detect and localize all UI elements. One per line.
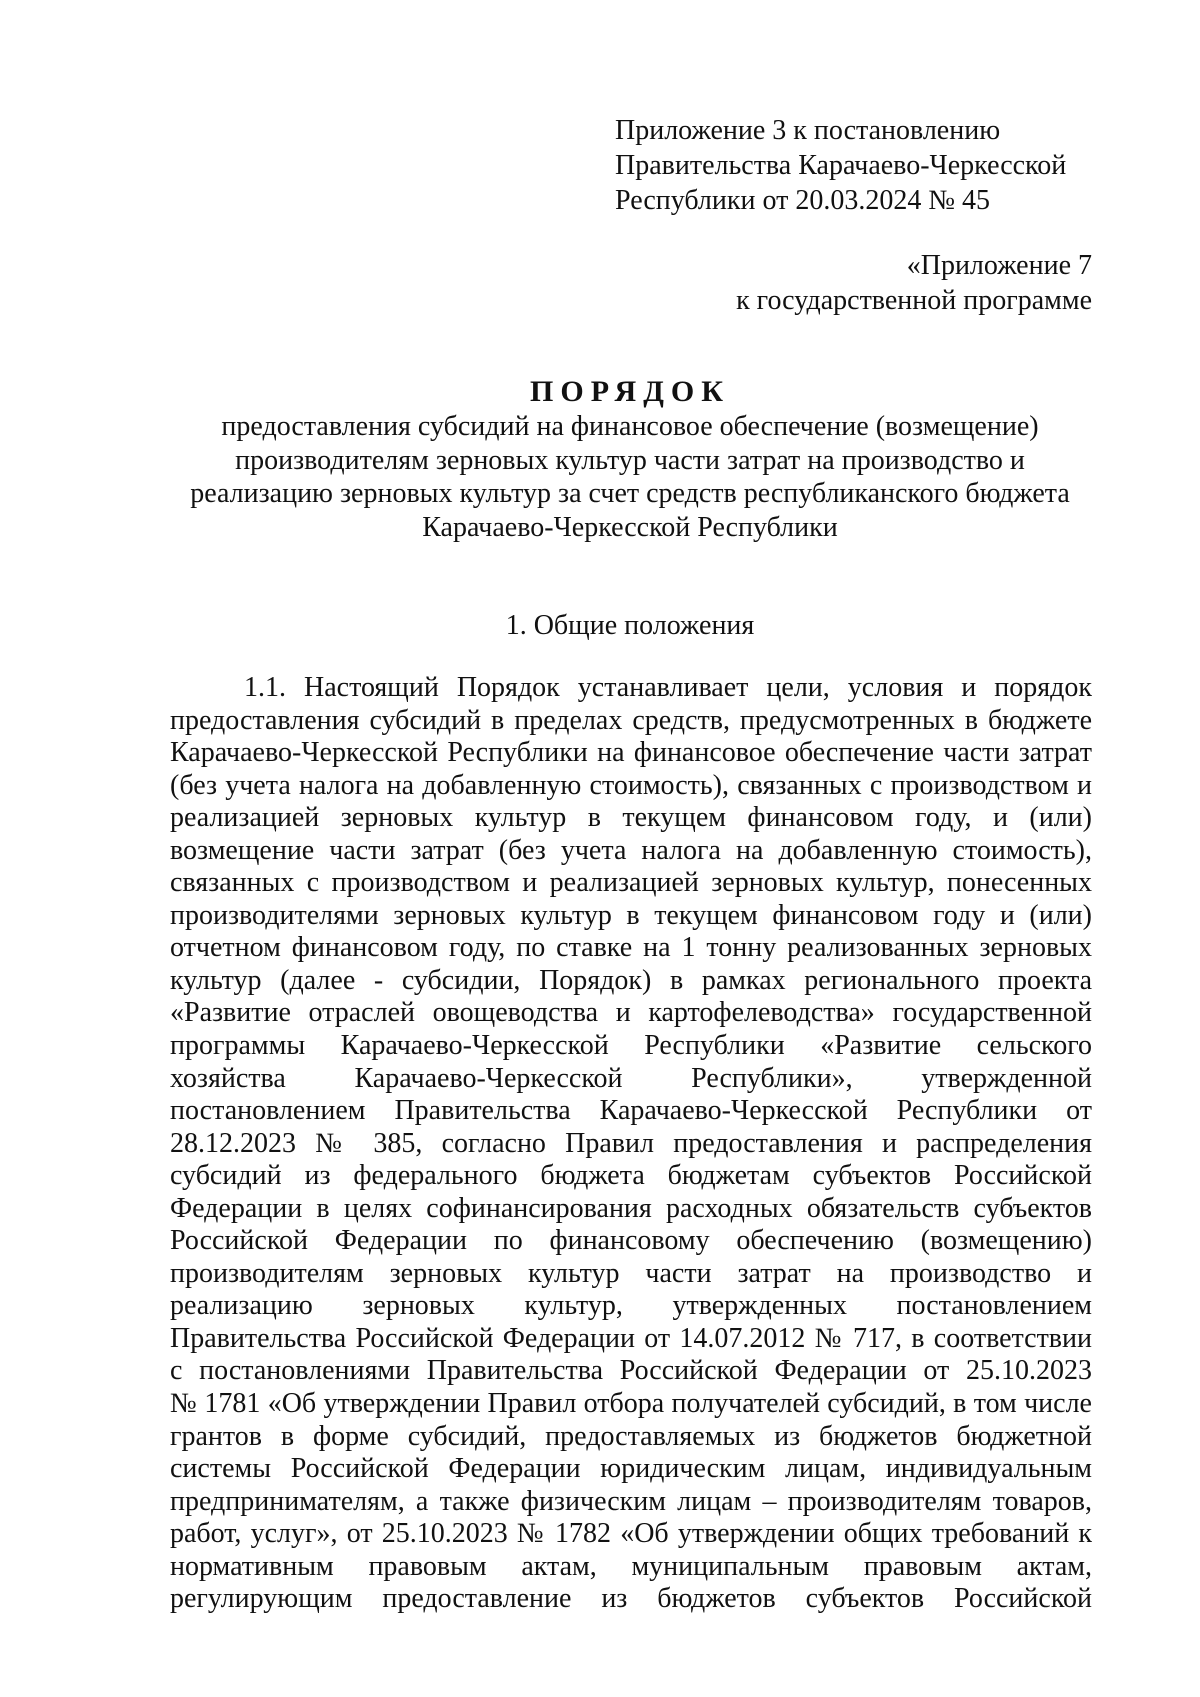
paragraph-line: Российской Федерации по финансовому обеспечению (возмещению) xyxy=(170,1225,1092,1257)
subtitle-line: Карачаево-Черкесской Республики xyxy=(422,511,838,543)
paragraph-line: системы Российской Федерации юридическим лицам, индивидуальным xyxy=(170,1453,1092,1485)
paragraph-line: возмещение части затрат (без учета налога на добавленную стоимость), xyxy=(170,834,1092,866)
approval-header-line: Правительства Карачаево-Черкесской xyxy=(615,150,1067,181)
paragraph-line: регулирующим предоставление из бюджетов субъектов Российской xyxy=(170,1583,1092,1615)
subtitle-line: реализацию зерновых культур за счет средств республиканского бюджета xyxy=(190,478,1070,509)
document-subtitle xyxy=(170,410,1090,544)
paragraph-line: (без учета налога на добавленную стоимость), связанных с производством и xyxy=(170,769,1092,801)
paragraph-line: Правительства Российской Федерации от 14.07.2012 № 717, в соответствии xyxy=(170,1322,1092,1354)
paragraph-line: связанных с производством и реализацией зерновых культур, понесенных xyxy=(170,867,1092,899)
section-paragraph xyxy=(170,672,1092,1616)
paragraph-line: 28.12.2023 № 385, согласно Правил предоставления и распределения xyxy=(170,1127,1092,1159)
subtitle-line: предоставления субсидий на финансовое обеспечение (возмещение) xyxy=(221,411,1039,442)
section-heading: 1. Общие положения xyxy=(505,610,755,641)
paragraph-line: Карачаево-Черкесской Республики на финансовое обеспечение части затрат xyxy=(170,737,1092,769)
approval-header-line: Приложение 3 к постановлению xyxy=(615,115,1001,146)
paragraph-line: с постановлениями Правительства Российской Федерации от 25.10.2023 xyxy=(170,1355,1092,1387)
approval-header-line: Республики от 20.03.2024 № 45 xyxy=(615,185,991,216)
appendix-reference-line: «Приложение 7 xyxy=(906,250,1092,281)
approval-header xyxy=(615,113,1175,218)
paragraph-line: реализацию зерновых культур, утвержденных постановлением xyxy=(170,1290,1092,1322)
paragraph-line: «Развитие отраслей овощеводства и картофелеводства» государственной xyxy=(170,997,1092,1029)
paragraph-line: отчетном финансовом году, по ставке на 1 тонну реализованных зерновых xyxy=(170,932,1092,964)
appendix-reference xyxy=(560,248,1092,318)
paragraph-line: нормативным правовым актам, муниципальным правовым актам, xyxy=(170,1550,1092,1582)
paragraph-line: предоставления субсидий в пределах средств, предусмотренных в бюджете xyxy=(170,704,1092,736)
paragraph-line: № 1781 «Об утверждении Правил отбора получателей субсидий, в том числе xyxy=(170,1388,1092,1420)
paragraph-line: производителями зерновых культур в текущем финансовом году и (или) xyxy=(170,899,1092,931)
subtitle-line: производителям зерновых культур части затрат на производство и xyxy=(235,444,1025,476)
paragraph-line: программы Карачаево-Черкесской Республики «Развитие сельского xyxy=(170,1030,1092,1062)
paragraph-line: субсидий из федерального бюджета бюджетам субъектов Российской xyxy=(170,1160,1092,1192)
paragraph-line: работ, услуг», от 25.10.2023 № 1782 «Об утверждении общих требований к xyxy=(170,1518,1092,1550)
paragraph-line: культур (далее - субсидии, Порядок) в рамках регионального проекта xyxy=(170,964,1092,996)
paragraph-line: Федерации в целях софинансирования расходных обязательств субъектов xyxy=(170,1192,1092,1224)
paragraph-line: предпринимателям, а также физическим лицам – производителям товаров, xyxy=(170,1485,1092,1517)
paragraph-line: грантов в форме субсидий, предоставляемых из бюджетов бюджетной xyxy=(170,1420,1092,1452)
paragraph-line: постановлением Правительства Карачаево-Черкесской Республики от xyxy=(170,1095,1092,1127)
document-title: ПОРЯДОК xyxy=(530,375,730,408)
paragraph-line: 1.1. Настоящий Порядок устанавливает цели, условия и порядок xyxy=(244,672,1092,703)
paragraph-line: хозяйства Карачаево-Черкесской Республики», утвержденной xyxy=(170,1062,1092,1094)
appendix-reference-line: к государственной программе xyxy=(736,285,1092,316)
paragraph-line: реализацией зерновых культур в текущем финансовом году, и (или) xyxy=(170,802,1092,834)
paragraph-line: производителям зерновых культур части затрат на производство и xyxy=(170,1257,1092,1289)
